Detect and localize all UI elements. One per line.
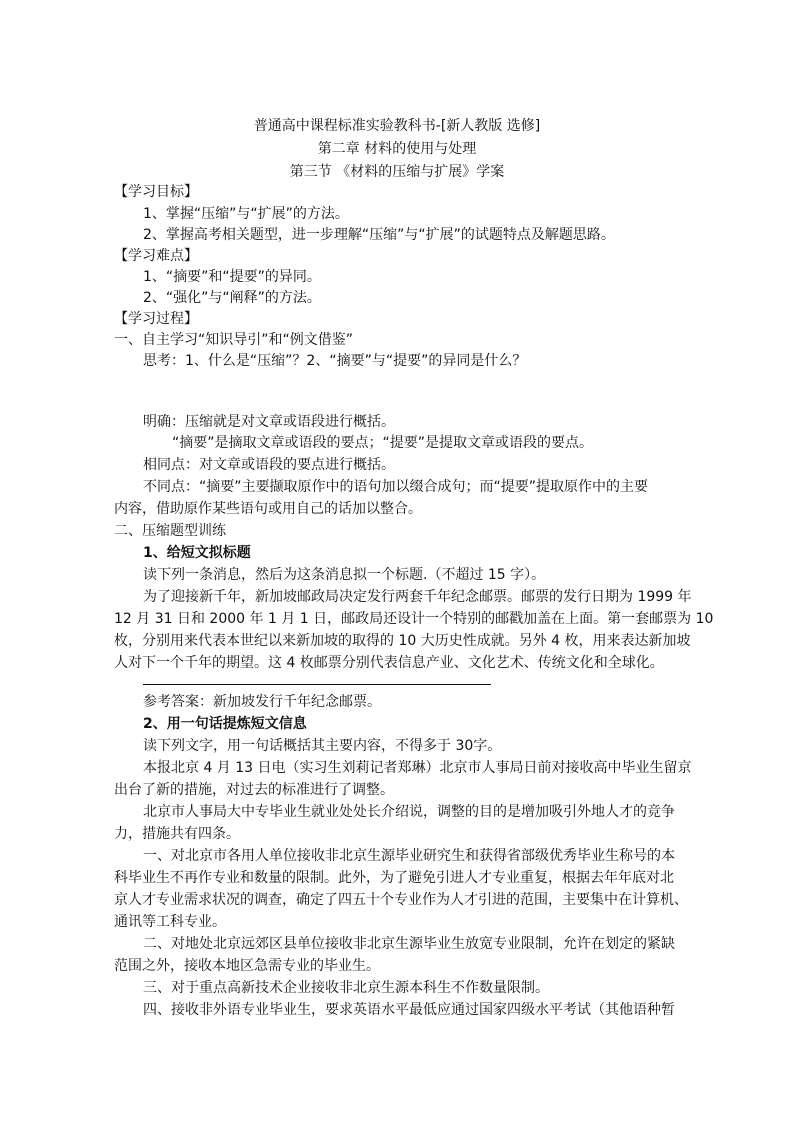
difference-text: 不同点：“摘要”主要撷取原作中的语句加以缀合成句；而“提要”提取原作中的主要 xyxy=(143,479,649,495)
answer-divider xyxy=(143,684,491,685)
exercise-one-paragraph: 12 月 31 日和 2000 年 1 月 1 日，邮政局还设计一个特别的邮戳加盖在上面。第一套邮票为 10 xyxy=(114,611,714,627)
exercise-two-title: 2、用一句话提炼短文信息 xyxy=(143,716,307,732)
similarity-text: 相同点：对文章或语段的要点进行概括。 xyxy=(143,457,395,473)
process-heading: 【学习过程】 xyxy=(114,311,198,327)
exercise-two-paragraph: 三、对于重点高新技术企业接收非北京生源本科生不作数量限制。 xyxy=(143,980,549,996)
exercise-two-paragraph: 二、对地处北京远郊区县单位接收非北京生源毕业生放宽专业限制，允许在划定的紧缺 xyxy=(143,936,675,952)
exercise-one-instruction: 读下列一条消息，然后为这条消息拟一个标题.（不超过 15 字）。 xyxy=(143,567,546,583)
exercise-one-title: 1、给短文拟标题 xyxy=(143,545,251,561)
objective-item: 1、掌握“压缩”与“扩展”的方法。 xyxy=(143,206,349,222)
exercise-two-paragraph: 科毕业生不再作专业和数量的限制。此外，为了避免引进人才专业重复，根据去年年底对北 xyxy=(114,870,674,886)
exercise-two-paragraph: 通讯等工科专业。 xyxy=(114,914,226,930)
exercise-one-paragraph: 为了迎接新千年，新加坡邮政局决定发行两套千年纪念邮票。邮票的发行日期为 1999 年 xyxy=(143,589,692,605)
exercise-two-paragraph: 一、对北京市各用人单位接收非北京生源毕业研究生和获得省部级优秀毕业生称号的本 xyxy=(143,848,675,864)
difference-text: 内容，借助原作某些语句或用自己的话加以整合。 xyxy=(114,501,422,517)
part-one-heading: 一、自主学习“知识导引”和“例文借鉴” xyxy=(114,332,354,348)
reference-answer: 参考答案：新加坡发行千年纪念邮票。 xyxy=(143,694,381,710)
definition-text: “摘要”是摘取文章或语段的要点；“提要”是提取文章或语段的要点。 xyxy=(172,435,594,451)
exercise-two-paragraph: 出台了新的措施，对过去的标准进行了调整。 xyxy=(114,782,394,798)
exercise-one-paragraph: 人对下一个千年的期望。这 4 枚邮票分别代表信息产业、文化艺术、传统文化和全球化。 xyxy=(114,655,664,671)
part-two-heading: 二、压缩题型训练 xyxy=(114,523,226,539)
difficulty-item: 2、“强化”与“阐释”的方法。 xyxy=(143,290,321,306)
doc-series-title: 普通高中课程标准实验教科书-[新人教版 选修] xyxy=(253,118,541,134)
exercise-two-paragraph: 四、接收非外语专业毕业生，要求英语水平最低应通过国家四级水平考试（其他语种暂 xyxy=(143,1002,675,1018)
difficulties-heading: 【学习难点】 xyxy=(114,248,198,264)
difficulty-item: 1、“摘要”和“提要”的异同。 xyxy=(143,269,321,285)
clarify-text: 明确：压缩就是对文章或语段进行概括。 xyxy=(143,414,395,430)
exercise-two-paragraph: 力，措施共有四条。 xyxy=(114,826,240,842)
exercise-two-paragraph: 本报北京 4 月 13 日电（实习生刘莉记者郑琳）北京市人事局日前对接收高中毕业生留京 xyxy=(143,760,692,776)
objective-item: 2、掌握高考相关题型，进一步理解“压缩”与“扩展”的试题特点及解题思路。 xyxy=(143,227,615,243)
exercise-two-instruction: 读下列文字，用一句话概括其主要内容，不得多于 30字。 xyxy=(143,738,502,754)
think-question: 思考：1、什么是“压缩”？2、“摘要”与“提要”的异同是什么？ xyxy=(143,353,527,369)
exercise-two-paragraph: 范围之外，接收本地区急需专业的毕业生。 xyxy=(114,958,380,974)
section-title: 第三节 《材料的压缩与扩展》学案 xyxy=(289,164,505,180)
exercise-one-paragraph: 枚，分别用来代表本世纪以来新加坡的取得的 10 大历史性成就。另外 4 枚，用来表达新加坡 xyxy=(114,633,691,649)
chapter-title: 第二章 材料的使用与处理 xyxy=(317,141,477,157)
exercise-two-paragraph: 北京市人事局大中专毕业生就业处处长介绍说，调整的目的是增加吸引外地人才的竞争 xyxy=(143,804,675,820)
exercise-two-paragraph: 京人才专业需求状况的调查，确定了四五十个专业作为人才引进的范围，主要集中在计算机、 xyxy=(114,892,688,908)
objectives-heading: 【学习目标】 xyxy=(114,184,198,200)
